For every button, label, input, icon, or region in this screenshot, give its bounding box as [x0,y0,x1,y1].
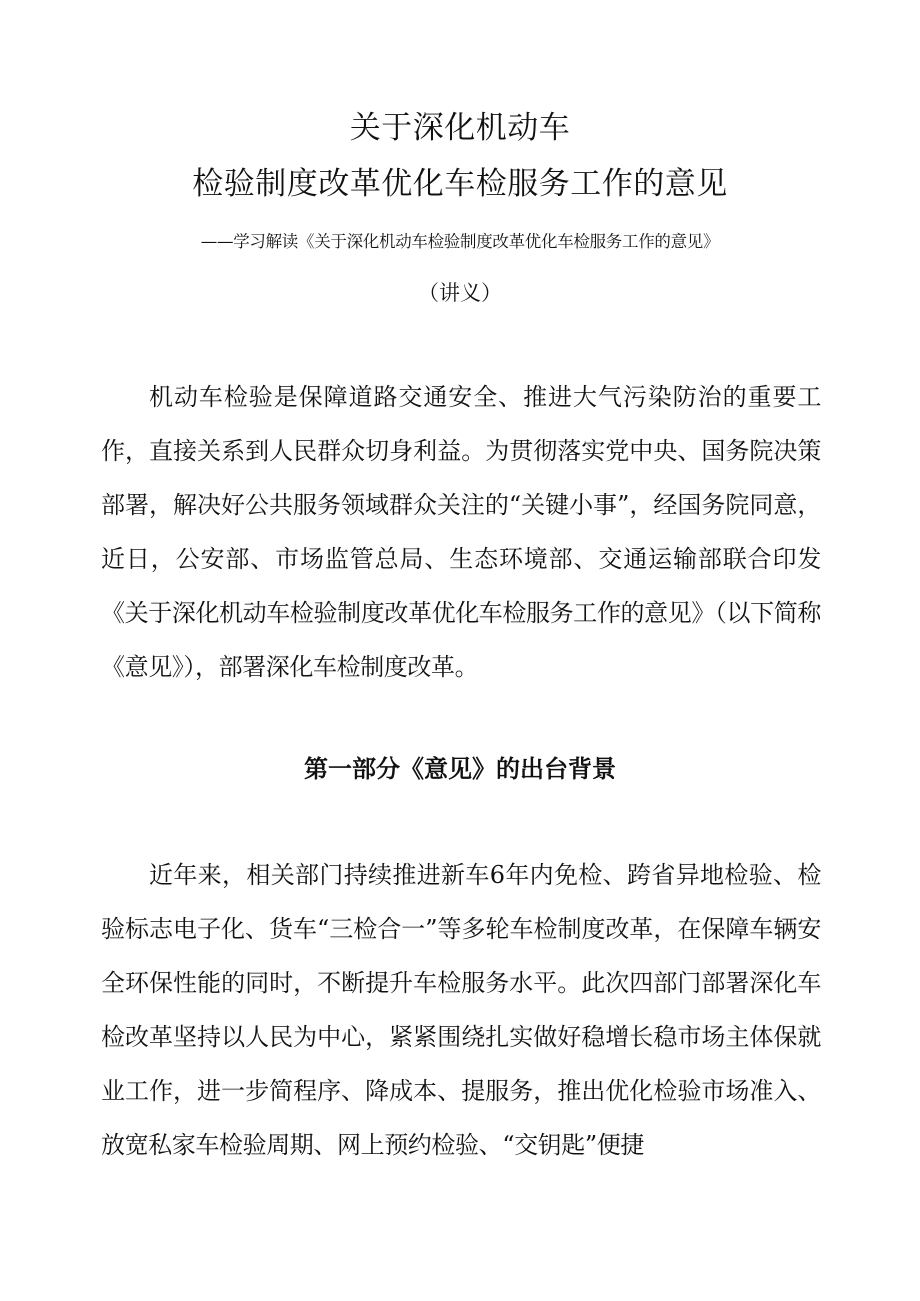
document-title-line-2: 检验制度改革优化车检服务工作的意见 [192,166,728,202]
document-title-line-1: 关于深化机动车 [349,110,571,146]
section-heading-background: 第一部分《意见》的出台背景 [304,755,616,783]
intro-paragraph: 机动车检验是保障道路交通安全、推进大气污染防治的重要工作，直接关系到人民群众切身利益。为贯彻落实党中央、国务院决策部署，解决好公共服务领域群众关注的“关键小事”，经国务院同意，近日，公安部、市场监管总局、生态环境部、交通运输部联合印发《关于深化机动车检验制度改革优化车检服务工作的意见》（以下简称《意见》），部署深化车检制度改革。 [101,383,821,681]
document-type-label: （讲义） [418,281,502,305]
section-background-paragraph: 近年来，相关部门持续推进新车6年内免检、跨省异地检验、检验标志电子化、货车“三检合一”等多轮车检制度改革，在保障车辆安全环保性能的同时，不断提升车检服务水平。此次四部门部署深化车检改革坚持以人民为中心，紧紧围绕扎实做好稳增长稳市场主体保就业工作，进一步简程序、降成本、提服务，推出优化检验市场准入、放宽私家车检验周期、网上预约检验、“交钥匙”便捷 [101,861,821,1159]
document-subtitle: ——学习解读《关于深化机动车检验制度改革优化车检服务工作的意见》 [200,232,720,251]
